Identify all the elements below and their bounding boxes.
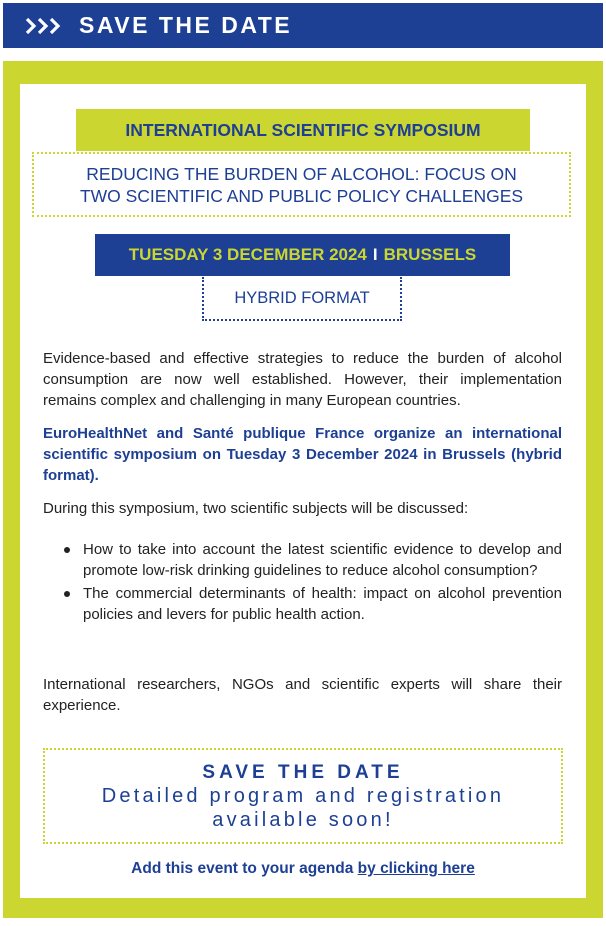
list-item	[43, 539, 562, 581]
intro-paragraph: Evidence-based and effective strategies to reduce the burden of alcohol consumption are now well established. However, their implementation remains complex and challenging in many European countries.	[43, 350, 562, 409]
header-title: SAVE THE DATE	[79, 12, 293, 38]
save-box-line-1: Detailed program and registration	[101, 785, 505, 807]
subjects-list	[43, 539, 562, 627]
save-box-title: SAVE THE DATE	[202, 762, 404, 783]
organizers-paragraph: EuroHealthNet and Santé publique France organize an international scientific symposium on Tuesday 3 December 2024 in Brussels (hybrid format).	[43, 425, 562, 484]
add-to-agenda-link[interactable]: by clicking here	[357, 860, 475, 877]
triple-chevron-right-icon	[25, 17, 63, 35]
list-item-text: How to take into account the latest scientific evidence to develop and promote low-risk drinking guidelines to reduce alcohol consumption?	[83, 541, 562, 579]
content-panel	[20, 84, 586, 898]
agenda-text: Add this event to your agenda	[131, 860, 354, 877]
event-city: BRUSSELS	[383, 245, 477, 264]
symposium-banner: INTERNATIONAL SCIENTIFIC SYMPOSIUM	[76, 109, 530, 151]
format-badge: HYBRID FORMAT	[202, 277, 402, 321]
bullet-icon	[64, 591, 70, 597]
topic-box	[32, 152, 571, 217]
list-item	[43, 583, 562, 625]
topic-line-2: TWO SCIENTIFIC AND PUBLIC POLICY CHALLENGES	[79, 185, 524, 206]
subjects-intro: During this symposium, two scientific subjects will be discussed:	[43, 500, 469, 517]
event-date: TUESDAY 3 DECEMBER 2024	[128, 245, 367, 264]
list-item-text: The commercial determinants of health: impact on alcohol prevention policies and levers for public health action.	[83, 585, 562, 623]
agenda-line	[20, 860, 586, 878]
topic-line-1: REDUCING THE BURDEN OF ALCOHOL: FOCUS ON	[86, 163, 517, 184]
content-frame	[3, 61, 603, 918]
closing-paragraph: International researchers, NGOs and scientific experts will share their experience.	[43, 676, 562, 714]
save-box-line-2: available soon!	[212, 809, 394, 831]
date-banner	[95, 234, 510, 276]
date-separator: I	[372, 245, 378, 264]
save-the-date-box	[43, 748, 563, 844]
bullet-icon	[64, 547, 70, 553]
header-bar	[3, 3, 603, 48]
